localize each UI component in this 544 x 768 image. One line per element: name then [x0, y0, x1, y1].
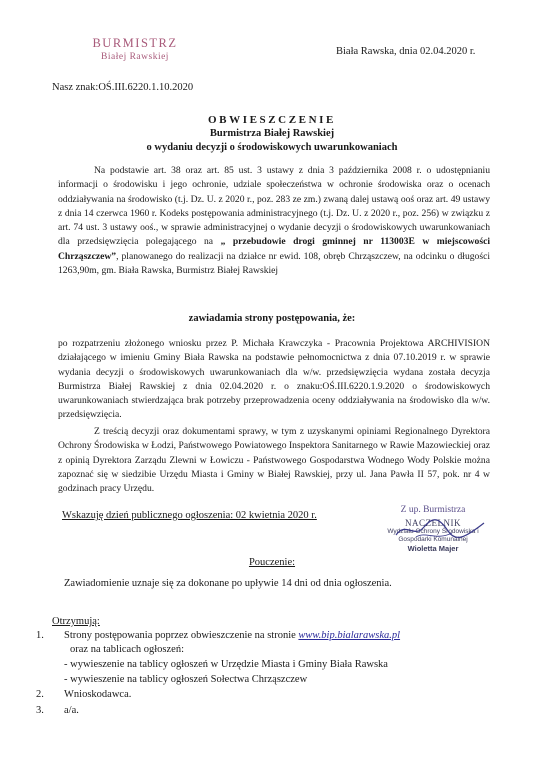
- inspection-paragraph: [58, 425, 490, 496]
- p1-project-name: „ przebudowie drogi gminnej nr 113003E w miejscowości Chrząszczew”: [58, 236, 491, 262]
- signature-authority: Z up. Burmistrza: [400, 505, 466, 515]
- title-heading: OBWIESZCZENIE: [208, 114, 336, 126]
- reference-number: Nasz znak:OŚ.III.6220.1.10.2020: [52, 82, 194, 93]
- stamp-subtitle: Białej Rawskiej: [101, 52, 169, 62]
- instruction-text: Zawiadomienie uznaje się za dokonane po upływie 14 dni od dnia ogłoszenia.: [64, 578, 392, 589]
- legal-basis-paragraph: [58, 164, 490, 278]
- announcement-line: zawiadamia strony postępowania, że:: [188, 313, 356, 324]
- recipients-heading: Otrzymują:: [52, 616, 100, 627]
- handwritten-signature: [392, 513, 488, 545]
- instruction-heading: Pouczenie:: [248, 557, 296, 568]
- bip-link[interactable]: www.bip.bialarawska.pl: [298, 630, 401, 641]
- p1-text-a: Na podstawie art. 38 oraz art. 85 ust. 3 ustawy z dnia 3 października 2008 r. o udostępnianiu informacji o środowisku i jego ochronie, udziale społeczeństwa w ochronie środowiska oraz o ocenach oddziaływania na środowisko (t.j. Dz. U. z 2020 r., poz. 283 ze zm.) zwaną dalej ustawą ooś oraz art. 49 ustawy z dnia 14 czerwca 1960 r. Kodeks postępowania administracyjnego (t.j. Dz. U. z 2020 r., poz. 256) w związku z art. 74 ust. 3 ustawy ooś., w sprawie administracyjnej o wydanie decyzji o środowiskowych uwarunkowaniach dla przedsięwzięcia polegającego na: [58, 165, 490, 248]
- document-title: [0, 113, 544, 155]
- p3-text: Z treścią decyzji oraz dokumentami sprawy, w tym z uzyskanymi opiniami Regionalnego Dyrektora Ochrony Środowiska w Łodzi, Państwowego Powiatowego Inspektora Sanitarnego w Rawie Mazowieckiej oraz z opinią Dyrektora Zarządu Zlewni w Łowiczu - Państwowego Gospodarstwa Wodnego Wody Polskie można zapoznać się w siedzibie Urzędu Miasta i Gminy w Białej Rawskiej, przy ul. Jana Pawła II 57, pok. nr 4 w godzinach pracy Urzędu.: [58, 426, 490, 495]
- signature-person: Wioletta Majer: [407, 544, 459, 553]
- stamp-title: BURMISTRZ: [92, 36, 178, 50]
- signature-department: Wydziału Ochrony Środowiska i Gospodarki Komunalnej: [387, 528, 479, 543]
- place-date: Biała Rawska, dnia 02.04.2020 r.: [336, 46, 476, 57]
- signature-title: NACZELNIK: [405, 518, 461, 528]
- issuer-stamp: [80, 36, 190, 62]
- decision-paragraph: po rozpatrzeniu złożonego wniosku przez P. Michała Krawczyka - Pracownia Projektowa ARCHIVISION działającego w imieniu Gminy Biała Rawska na podstawie pełnomocnictwa z dnia 07.10.2019 r. w sprawie wydania decyzji o środowiskowych uwarunkowaniach dla w/w. przedsięwzięcia wydana została decyzja Burmistrza Białej Rawskiej z dnia 02.04.2020 r. o znaku:OŚ.III.6220.1.9.2020 o środowiskowych uwarunkowaniach stwierdzająca brak potrzeby przeprowadzenia oceny oddziaływania na środowisko dla w/w. przedsięwzięcia.: [58, 338, 490, 421]
- publication-date-line: Wskazuję dzień publicznego ogłoszenia: 02 kwietnia 2020 r.: [62, 510, 317, 521]
- p1-text-c: , planowanego do realizacji na działce nr ewid. 108, obręb Chrząszczew, na odcinku o długości 1263,90m, gm. Biała Rawska, Burmistrz Białej Rawskiej: [58, 250, 490, 277]
- title-line-2: Burmistrza Białej Rawskiej: [209, 128, 335, 139]
- title-line-3: o wydaniu decyzji o środowiskowych uwarunkowaniach: [146, 142, 398, 153]
- document-page: BURMISTRZ Białej Rawskiej Biała Rawska, dnia 02.04.2020 r. Nasz znak:OŚ.III.6220.1.10.2020 OBWIESZCZENIE Burmistrza Białej Rawskiej o wydaniu decyzji o środowiskowych uwarunkowaniach Na podstawie art. 38 oraz art. 85 ust. 3 ustawy z dnia 3 października 2008 r. o udostępnianiu informacji o środowisku i jego ochronie, udziale społeczeństwa w ochronie środowiska oraz o ocenach oddziaływania na środowisko (t.j. Dz. U. z 2020 r., poz. 283 ze zm.) zwaną dalej ustawą ooś oraz art. 49 ustawy z dnia 14 czerwca 1960 r. Kodeks postępowania administracyjnego (t.j. Dz. U. z 2020 r., poz. 256) w związku z art. 74 ust. 3 ustawy ooś., w sprawie administracyjnej o wydanie decyzji o środowiskowych uwarunkowaniach dla przedsięwzięcia polegającego na „ przebudowie drogi gminnej nr 113003E w miejscowości Chrząszczew”, planowanego do realizacji na działce nr ewid. 108, obręb Chrząszczew, na odcinku o długości 1263,90m, gm. Biała Rawska, Burmistrz Białej Rawskiej zawiadamia strony postępowania, że: po rozpatrzeniu złożonego wniosku przez P. Michała Krawczyka - Pracownia Projektowa ARCHIVISION działającego w imieniu Gminy Biała Rawska na podstawie pełnomocnictwa z dnia 07.10.2019 r. w sprawie wydania decyzji o środowiskowych uwarunkowaniach dla w/w. przedsięwzięcia wydana została decyzja Burmistrza Białej Rawskiej z dnia 02.04.2020 r. o znaku:OŚ.III.6220.1.9.2020 o środowiskowych uwarunkowaniach stwierdzająca brak potrzeby przeprowadzenia oceny oddziaływania na środowisko dla w/w. przedsięwzięcia. Z treścią decyzji oraz dokumentami sprawy, w tym z uzyskanymi opiniami Regionalnego Dyrektora Ochrony Środowiska w Łodzi, Państwowego Powiatowego Inspektora Sanitarnego w Rawie Mazowieckiej oraz z opinią Dyrektora Zarządu Zlewni w Łowiczu - Państwowego Gospodarstwa Wodnego Wody Polskie można zapoznać się w siedzibie Urzędu Miasta i Gminy w Białej Rawskiej, przy ul. Jana Pawła II 57, pok. nr 4 w godzinach pracy Urzędu. Wskazuję dzień publicznego ogłoszenia: 02 kwietnia 2020 r. Z up. Burmistrza NACZELNIK Wydziału Ochrony Środowiska i Gospodarki Komunalnej Wioletta Majer Pouczenie: Zawiadomienie uznaje się za dokonane po upływie 14 dni od dnia ogłoszenia. Otrzymują: 1. Strony postępowania poprzez obwieszczenie na stronie www.bip.bialarawska.pl oraz na tablicach ogłoszeń: - wywieszenie na tablicy ogłoszeń w Urzędzie Miasta i Gminy Biała Rawska - wywieszenie na tablicy ogłoszeń Sołectwa Chrząszczew 2. Wnioskodawca. 3. a/a.: [0, 0, 544, 768]
